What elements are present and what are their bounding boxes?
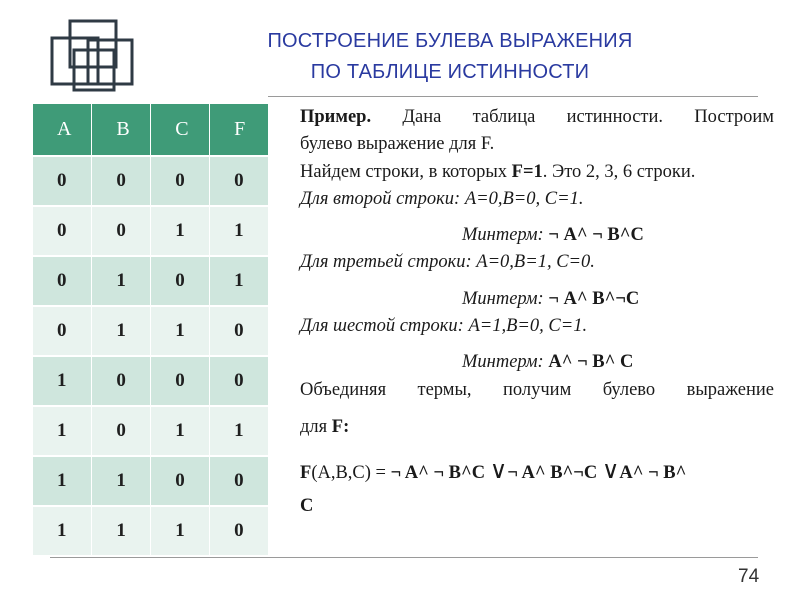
divider-bottom xyxy=(50,557,758,558)
table-row xyxy=(33,156,269,206)
cell-c: 1 xyxy=(151,406,210,456)
minterm-3 xyxy=(300,349,774,376)
truth-table-header-row xyxy=(33,104,269,156)
table-row xyxy=(33,356,269,406)
formula-term-3-end: C xyxy=(300,496,314,517)
example-line-2: булево выражение для F. xyxy=(300,134,495,155)
cell-b: 1 xyxy=(92,456,151,506)
cell-f: 0 xyxy=(210,356,269,406)
cell-b: 0 xyxy=(92,206,151,256)
cell-f: 1 xyxy=(210,206,269,256)
table-row xyxy=(33,256,269,306)
row2-description: Для второй строки: A=0,B=0, C=1. xyxy=(300,188,584,209)
explanation-text xyxy=(300,104,774,523)
cell-f: 0 xyxy=(210,306,269,356)
header-c: C xyxy=(151,104,210,156)
minterm-2 xyxy=(300,286,774,313)
title-line-2: ПО ТАБЛИЦЕ ИСТИННОСТИ xyxy=(310,61,590,83)
header-f: F xyxy=(210,104,269,156)
table-row xyxy=(33,506,269,555)
table-row xyxy=(33,406,269,456)
minterm-1-expression: ¬ A^ ¬ B^C xyxy=(548,225,644,246)
cell-a: 1 xyxy=(33,356,92,406)
cell-c: 1 xyxy=(151,206,210,256)
example-label: Пример. xyxy=(300,107,372,127)
find-rows-post: . Это 2, 3, 6 строки. xyxy=(542,161,696,182)
minterm-3-expression: A^ ¬ B^ C xyxy=(548,352,634,373)
cell-b: 0 xyxy=(92,406,151,456)
minterm-label: Минтерм: xyxy=(462,352,549,373)
cell-a: 0 xyxy=(33,306,92,356)
combine-line-2 xyxy=(300,414,774,441)
cell-a: 0 xyxy=(33,156,92,206)
cell-a: 1 xyxy=(33,456,92,506)
minterm-label: Минтерм: xyxy=(462,225,549,246)
divider-top xyxy=(268,96,758,97)
title-line-1: ПОСТРОЕНИЕ БУЛЕВА ВЫРАЖЕНИЯ xyxy=(267,30,633,52)
cell-f: 0 xyxy=(210,506,269,555)
cell-c: 0 xyxy=(151,156,210,206)
slide-title xyxy=(180,26,720,88)
combine-line-2-pre: для xyxy=(300,416,332,437)
table-row xyxy=(33,456,269,506)
cell-c: 0 xyxy=(151,256,210,306)
combine-line-2-bold: F: xyxy=(331,416,350,437)
cell-c: 1 xyxy=(151,506,210,555)
cell-f: 1 xyxy=(210,406,269,456)
find-rows-line xyxy=(300,159,774,186)
example-line-1-rest: Дана таблица истинности. Построим xyxy=(371,107,774,127)
combine-line-1: Объединяя термы, получим булево выражение xyxy=(300,379,774,400)
example-line-1 xyxy=(300,104,774,131)
cell-b: 1 xyxy=(92,256,151,306)
cell-f: 0 xyxy=(210,156,269,206)
or-symbol-2: ∨ xyxy=(601,458,620,485)
cell-b: 1 xyxy=(92,306,151,356)
row3-description: Для третьей строки: A=0,B=1, C=0. xyxy=(300,252,595,273)
minterm-2-expression: ¬ A^ B^¬C xyxy=(548,288,640,309)
cell-c: 1 xyxy=(151,306,210,356)
overlapping-squares-logo xyxy=(48,18,140,100)
cell-a: 0 xyxy=(33,256,92,306)
minterm-1 xyxy=(300,222,774,249)
cell-a: 1 xyxy=(33,406,92,456)
formula-term-1: ¬ A^ ¬ B^C xyxy=(390,463,490,484)
truth-table xyxy=(33,104,269,555)
find-rows-bold: F=1 xyxy=(511,161,543,182)
cell-b: 1 xyxy=(92,506,151,555)
formula-args: (A,B,C) = xyxy=(311,463,391,484)
table-row xyxy=(33,206,269,256)
boolean-formula xyxy=(300,455,774,523)
minterm-label: Минтерм: xyxy=(462,288,549,309)
cell-b: 0 xyxy=(92,156,151,206)
header-a: A xyxy=(33,104,92,156)
cell-f: 1 xyxy=(210,256,269,306)
row6-description: Для шестой строки: A=1,B=0, C=1. xyxy=(300,316,588,337)
cell-f: 0 xyxy=(210,456,269,506)
page-number: 74 xyxy=(738,566,760,587)
cell-c: 0 xyxy=(151,456,210,506)
cell-c: 0 xyxy=(151,356,210,406)
formula-f: F xyxy=(300,463,312,484)
formula-term-2: ¬ A^ B^¬C xyxy=(507,463,602,484)
find-rows-pre: Найдем строки, в которых xyxy=(300,161,512,182)
cell-a: 1 xyxy=(33,506,92,555)
table-row xyxy=(33,306,269,356)
formula-term-3: A^ ¬ B^ xyxy=(619,463,687,484)
or-symbol-1: ∨ xyxy=(489,458,508,485)
cell-b: 0 xyxy=(92,356,151,406)
cell-a: 0 xyxy=(33,206,92,256)
header-b: B xyxy=(92,104,151,156)
